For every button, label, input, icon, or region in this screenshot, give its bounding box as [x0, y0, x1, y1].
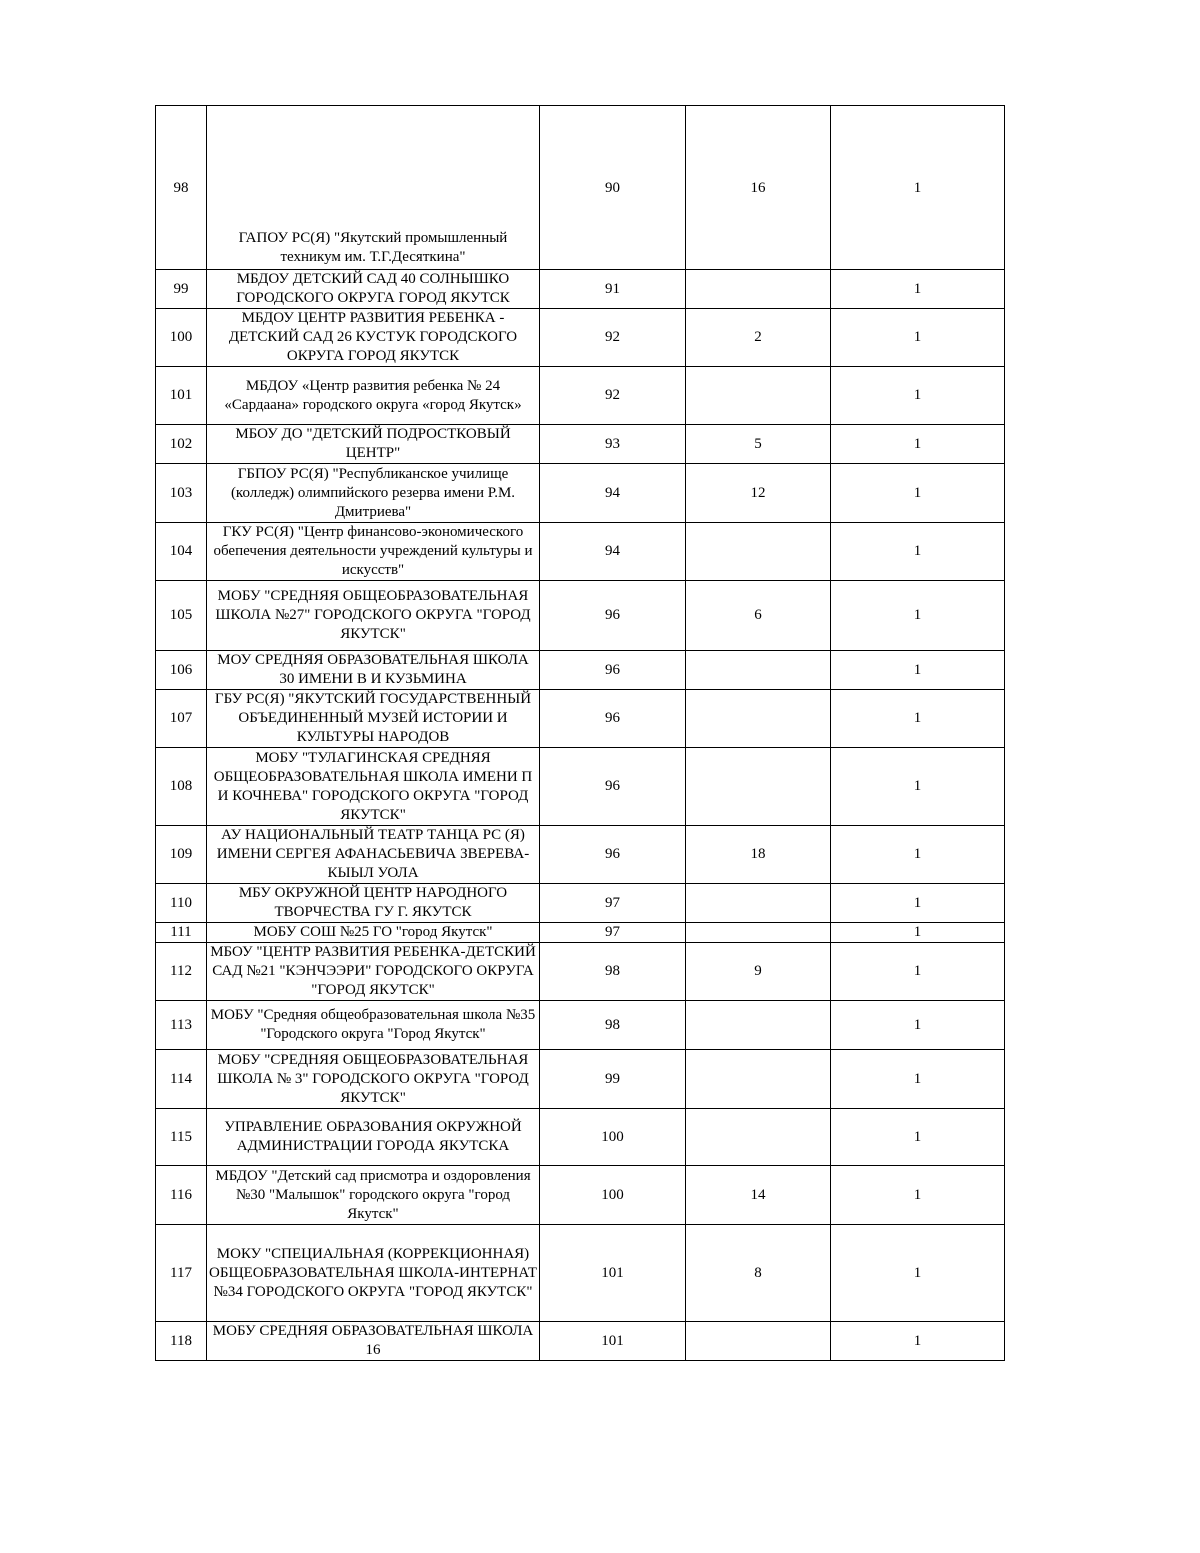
count-cell: 12 [686, 464, 831, 523]
score-cell: 96 [540, 581, 686, 651]
flag-cell: 1 [831, 106, 1005, 270]
flag-cell: 1 [831, 651, 1005, 690]
flag-cell: 1 [831, 309, 1005, 367]
score-cell: 93 [540, 425, 686, 464]
organization-name-cell: МОБУ СРЕДНЯЯ ОБРАЗОВАТЕЛЬНАЯ ШКОЛА 16 [207, 1322, 540, 1361]
organization-name-cell: ГАПОУ РС(Я) "Якутский промышленный техникум им. Т.Г.Десяткина" [207, 106, 540, 270]
table-row [156, 1322, 1005, 1361]
table-row [156, 884, 1005, 923]
row-number-cell: 98 [156, 106, 207, 270]
table-row [156, 826, 1005, 884]
organization-name-cell: МОБУ "Средняя общеобразовательная школа №35 "Городского округа "Город Якутск" [207, 1001, 540, 1050]
row-number-cell: 99 [156, 270, 207, 309]
score-cell: 97 [540, 923, 686, 943]
score-cell: 90 [540, 106, 686, 270]
count-cell [686, 748, 831, 826]
row-number-cell: 102 [156, 425, 207, 464]
flag-cell: 1 [831, 943, 1005, 1001]
table-row [156, 1109, 1005, 1166]
table-row [156, 367, 1005, 425]
count-cell: 2 [686, 309, 831, 367]
count-cell: 14 [686, 1166, 831, 1225]
row-number-cell: 103 [156, 464, 207, 523]
count-cell [686, 1050, 831, 1109]
row-number-cell: 112 [156, 943, 207, 1001]
flag-cell: 1 [831, 1001, 1005, 1050]
score-cell: 96 [540, 651, 686, 690]
organization-name-cell: МБОУ ДО "ДЕТСКИЙ ПОДРОСТКОВЫЙ ЦЕНТР" [207, 425, 540, 464]
flag-cell: 1 [831, 1050, 1005, 1109]
score-cell: 91 [540, 270, 686, 309]
score-cell: 101 [540, 1322, 686, 1361]
flag-cell: 1 [831, 1225, 1005, 1322]
flag-cell: 1 [831, 581, 1005, 651]
count-cell: 8 [686, 1225, 831, 1322]
row-number-cell: 107 [156, 690, 207, 748]
organization-name-cell: МОКУ "СПЕЦИАЛЬНАЯ (КОРРЕКЦИОННАЯ) ОБЩЕОБРАЗОВАТЕЛЬНАЯ ШКОЛА-ИНТЕРНАТ №34 ГОРОДСКОГО ОКРУГА "ГОРОД ЯКУТСК" [207, 1225, 540, 1322]
table-row [156, 1050, 1005, 1109]
table-row [156, 1001, 1005, 1050]
row-number-cell: 117 [156, 1225, 207, 1322]
flag-cell: 1 [831, 884, 1005, 923]
table-body [156, 106, 1005, 1361]
flag-cell: 1 [831, 690, 1005, 748]
flag-cell: 1 [831, 367, 1005, 425]
flag-cell: 1 [831, 464, 1005, 523]
row-number-cell: 114 [156, 1050, 207, 1109]
organization-name-cell: МБДОУ ЦЕНТР РАЗВИТИЯ РЕБЕНКА - ДЕТСКИЙ САД 26 КУСТУК ГОРОДСКОГО ОКРУГА ГОРОД ЯКУТСК [207, 309, 540, 367]
flag-cell: 1 [831, 1109, 1005, 1166]
count-cell [686, 367, 831, 425]
table-row [156, 943, 1005, 1001]
table-row [156, 270, 1005, 309]
table-row [156, 106, 1005, 270]
table-row [156, 690, 1005, 748]
count-cell [686, 1001, 831, 1050]
organization-name-cell: УПРАВЛЕНИЕ ОБРАЗОВАНИЯ ОКРУЖНОЙ АДМИНИСТРАЦИИ ГОРОДА ЯКУТСКА [207, 1109, 540, 1166]
score-cell: 92 [540, 309, 686, 367]
flag-cell: 1 [831, 523, 1005, 581]
table-row [156, 748, 1005, 826]
organization-name-cell: ГБПОУ РС(Я) "Республиканское училище (колледж) олимпийского резерва имени Р.М. Дмитриева" [207, 464, 540, 523]
table-row [156, 309, 1005, 367]
score-cell: 96 [540, 826, 686, 884]
flag-cell: 1 [831, 826, 1005, 884]
count-cell: 9 [686, 943, 831, 1001]
organization-name-cell: МОБУ "ТУЛАГИНСКАЯ СРЕДНЯЯ ОБЩЕОБРАЗОВАТЕЛЬНАЯ ШКОЛА ИМЕНИ П И КОЧНЕВА" ГОРОДСКОГО ОКРУГА "ГОРОД ЯКУТСК" [207, 748, 540, 826]
organization-name-cell: МОБУ СОШ №25 ГО "город Якутск" [207, 923, 540, 943]
table-row [156, 464, 1005, 523]
table-row [156, 1166, 1005, 1225]
score-cell: 97 [540, 884, 686, 923]
score-cell: 98 [540, 943, 686, 1001]
row-number-cell: 104 [156, 523, 207, 581]
count-cell: 16 [686, 106, 831, 270]
organization-name-cell: МБДОУ ДЕТСКИЙ САД 40 СОЛНЫШКО ГОРОДСКОГО ОКРУГА ГОРОД ЯКУТСК [207, 270, 540, 309]
row-number-cell: 111 [156, 923, 207, 943]
count-cell [686, 1109, 831, 1166]
organization-name-cell: МОУ СРЕДНЯЯ ОБРАЗОВАТЕЛЬНАЯ ШКОЛА 30 ИМЕНИ В И КУЗЬМИНА [207, 651, 540, 690]
count-cell [686, 270, 831, 309]
table-row [156, 425, 1005, 464]
score-cell: 96 [540, 748, 686, 826]
score-cell: 94 [540, 464, 686, 523]
organization-name-cell: МБДОУ "Детский сад присмотра и оздоровления №30 "Малышок" городского округа "город Якутск" [207, 1166, 540, 1225]
score-cell: 94 [540, 523, 686, 581]
table-row [156, 581, 1005, 651]
flag-cell: 1 [831, 425, 1005, 464]
organization-name-cell: ГКУ РС(Я) "Центр финансово-экономического обепечения деятельности учреждений культуры и искусств" [207, 523, 540, 581]
score-cell: 98 [540, 1001, 686, 1050]
row-number-cell: 108 [156, 748, 207, 826]
flag-cell: 1 [831, 270, 1005, 309]
score-cell: 101 [540, 1225, 686, 1322]
row-number-cell: 101 [156, 367, 207, 425]
count-cell [686, 1322, 831, 1361]
flag-cell: 1 [831, 1322, 1005, 1361]
score-cell: 99 [540, 1050, 686, 1109]
organization-name-cell: АУ НАЦИОНАЛЬНЫЙ ТЕАТР ТАНЦА РС (Я) ИМЕНИ СЕРГЕЯ АФАНАСЬЕВИЧА ЗВЕРЕВА-КЫЫЛ УОЛА [207, 826, 540, 884]
row-number-cell: 100 [156, 309, 207, 367]
row-number-cell: 118 [156, 1322, 207, 1361]
organization-name-cell: МОБУ "СРЕДНЯЯ ОБЩЕОБРАЗОВАТЕЛЬНАЯ ШКОЛА № 3" ГОРОДСКОГО ОКРУГА "ГОРОД ЯКУТСК" [207, 1050, 540, 1109]
flag-cell: 1 [831, 748, 1005, 826]
row-number-cell: 113 [156, 1001, 207, 1050]
row-number-cell: 105 [156, 581, 207, 651]
count-cell [686, 923, 831, 943]
score-cell: 100 [540, 1109, 686, 1166]
count-cell: 6 [686, 581, 831, 651]
score-cell: 96 [540, 690, 686, 748]
organization-name-cell: ГБУ РС(Я) "ЯКУТСКИЙ ГОСУДАРСТВЕННЫЙ ОБЪЕДИНЕННЫЙ МУЗЕЙ ИСТОРИИ И КУЛЬТУРЫ НАРОДОВ [207, 690, 540, 748]
organization-name-cell: МБУ ОКРУЖНОЙ ЦЕНТР НАРОДНОГО ТВОРЧЕСТВА ГУ Г. ЯКУТСК [207, 884, 540, 923]
organizations-table [155, 105, 1005, 1361]
table-row [156, 651, 1005, 690]
organization-name-cell: МБДОУ «Центр развития ребенка № 24 «Сардаана» городского округа «город Якутск» [207, 367, 540, 425]
row-number-cell: 115 [156, 1109, 207, 1166]
organization-name-cell: МБОУ "ЦЕНТР РАЗВИТИЯ РЕБЕНКА-ДЕТСКИЙ САД №21 "КЭНЧЭЭРИ" ГОРОДСКОГО ОКРУГА "ГОРОД ЯКУТСК" [207, 943, 540, 1001]
row-number-cell: 110 [156, 884, 207, 923]
flag-cell: 1 [831, 923, 1005, 943]
organization-name-cell: МОБУ "СРЕДНЯЯ ОБЩЕОБРАЗОВАТЕЛЬНАЯ ШКОЛА №27" ГОРОДСКОГО ОКРУГА "ГОРОД ЯКУТСК" [207, 581, 540, 651]
flag-cell: 1 [831, 1166, 1005, 1225]
score-cell: 100 [540, 1166, 686, 1225]
count-cell [686, 884, 831, 923]
row-number-cell: 116 [156, 1166, 207, 1225]
table-row [156, 923, 1005, 943]
row-number-cell: 109 [156, 826, 207, 884]
score-cell: 92 [540, 367, 686, 425]
count-cell [686, 690, 831, 748]
row-number-cell: 106 [156, 651, 207, 690]
count-cell [686, 651, 831, 690]
count-cell: 5 [686, 425, 831, 464]
count-cell: 18 [686, 826, 831, 884]
table-row [156, 523, 1005, 581]
table-row [156, 1225, 1005, 1322]
count-cell [686, 523, 831, 581]
